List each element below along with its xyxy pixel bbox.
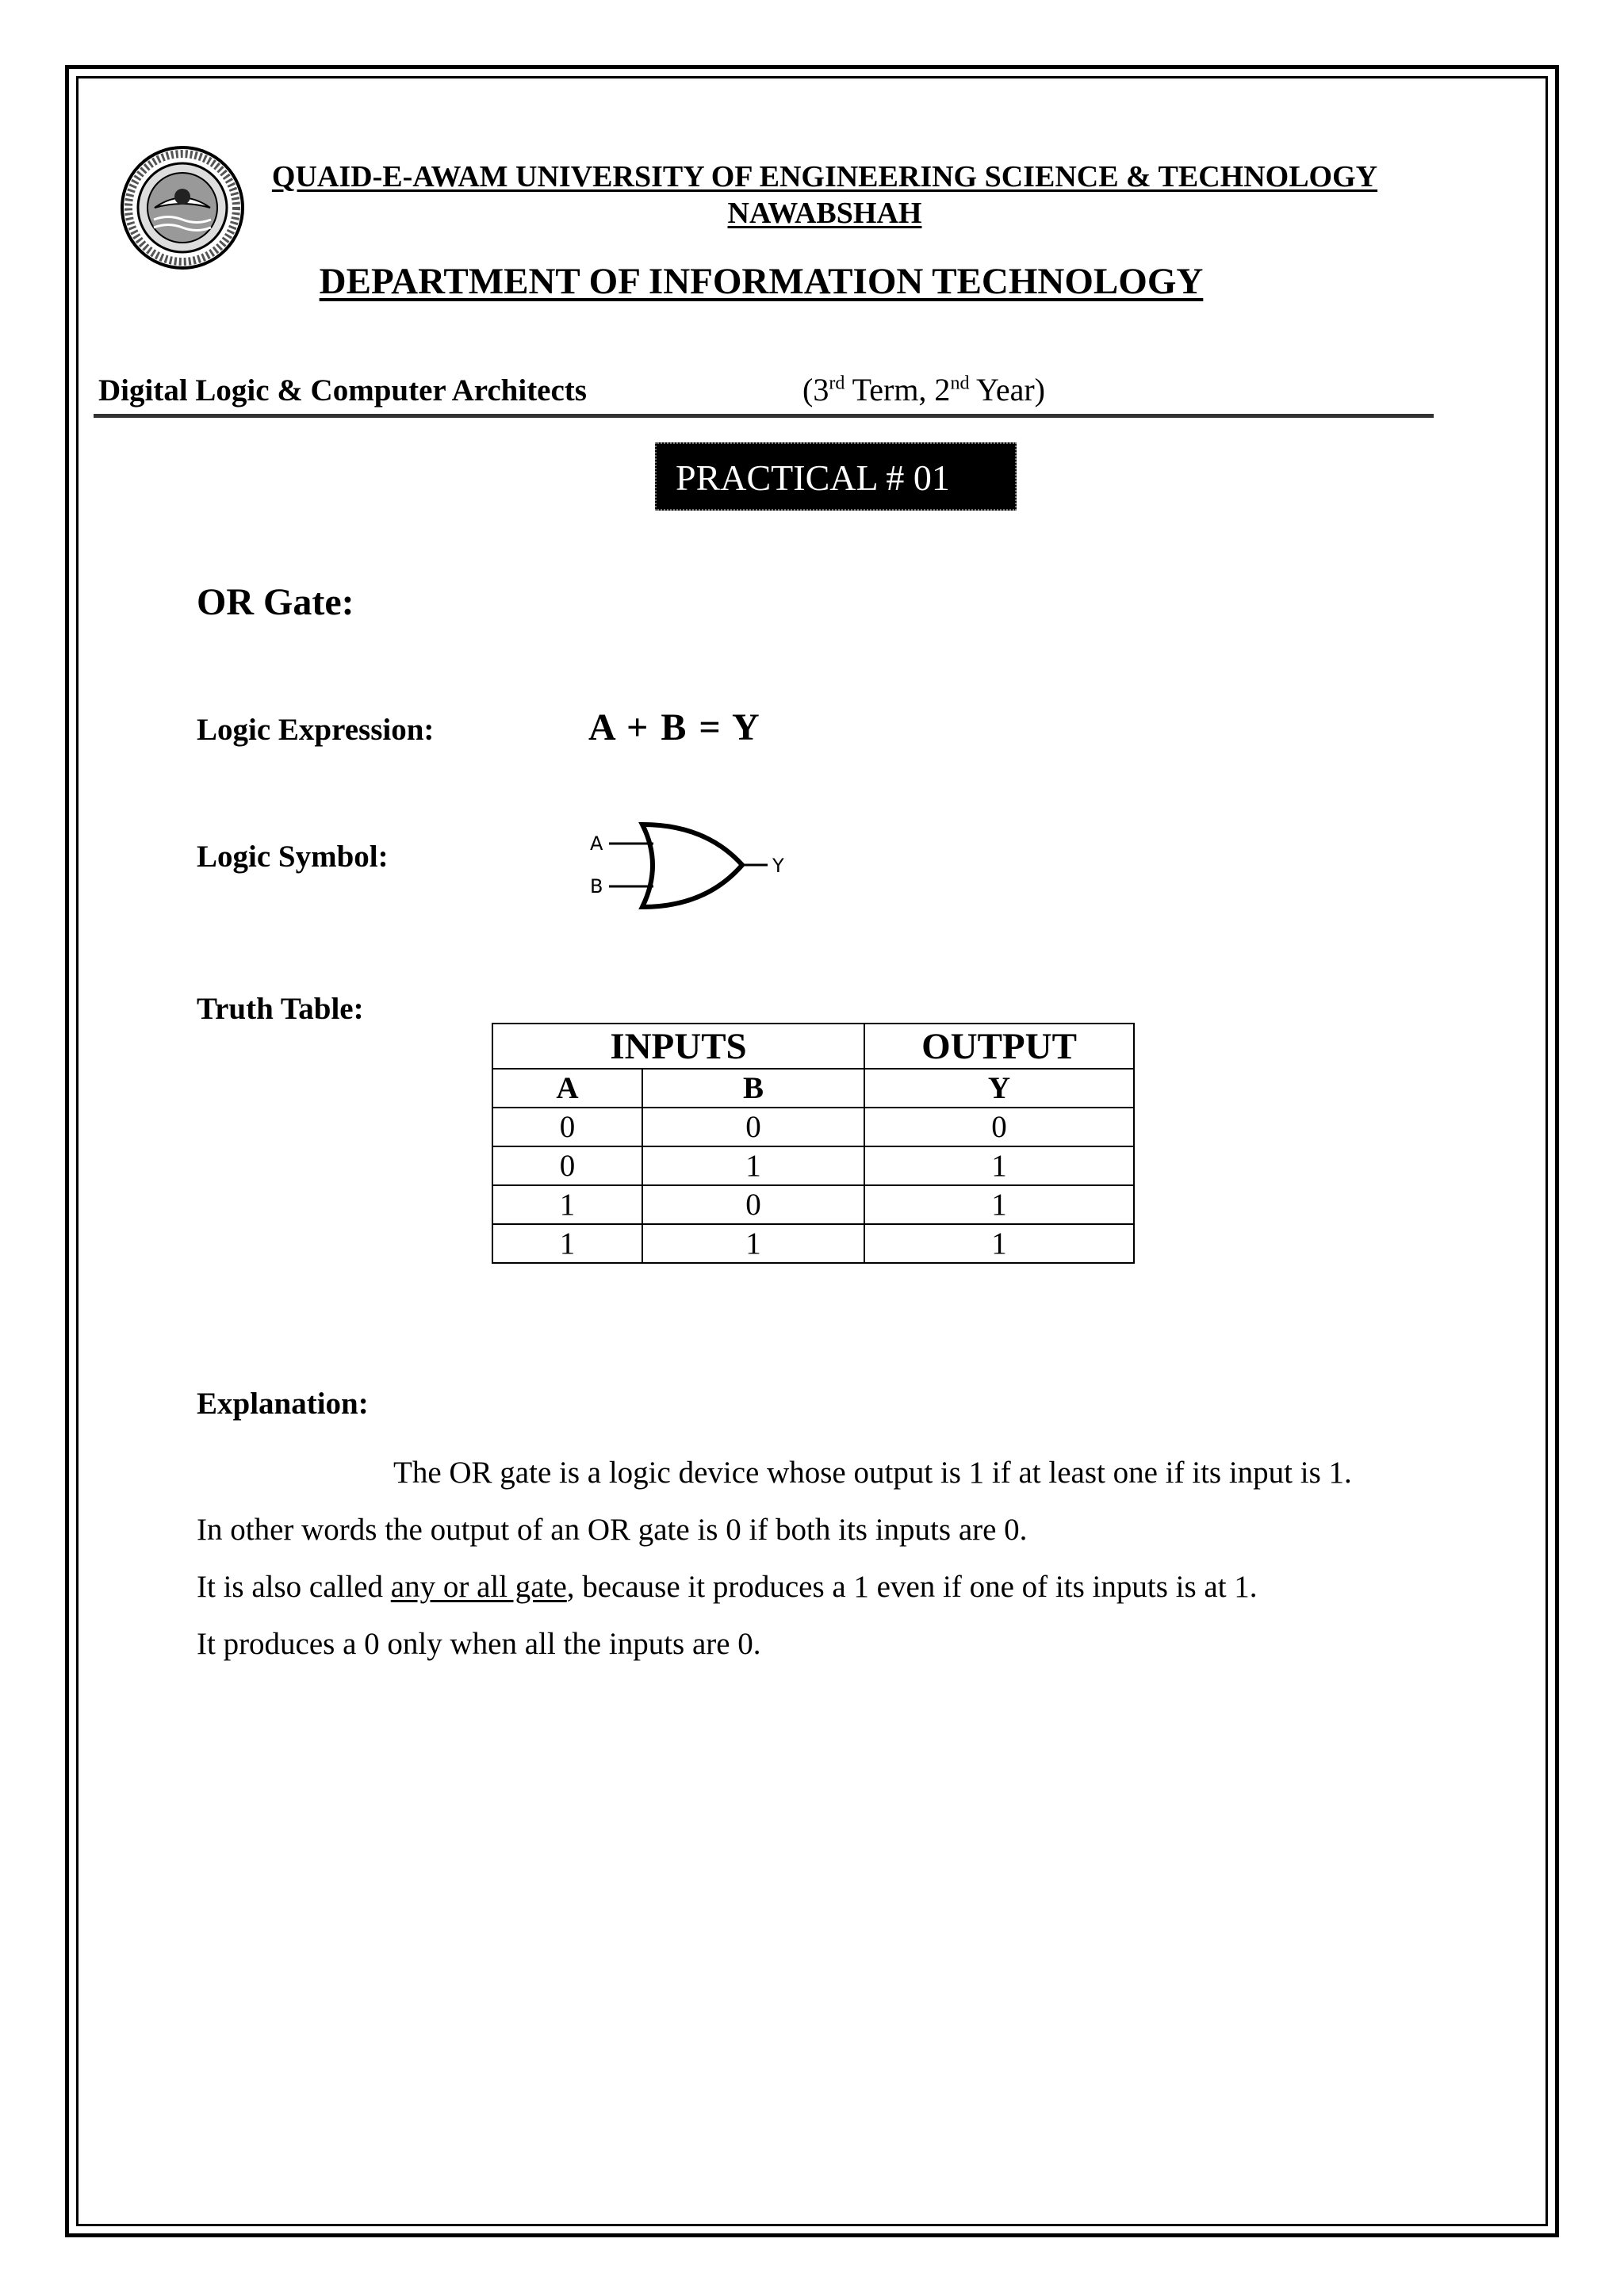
table-cell: 1: [864, 1224, 1134, 1263]
explanation-body: [197, 1445, 1450, 1673]
table-cell: 0: [492, 1108, 642, 1146]
term-open: (3: [802, 372, 829, 408]
logic-expression-value: A + B = Y: [588, 706, 760, 748]
table-cell: 1: [864, 1146, 1134, 1185]
term-close: Year): [969, 372, 1045, 408]
course-name: Digital Logic & Computer Architects: [98, 373, 587, 408]
table-cell: 0: [492, 1146, 642, 1185]
table-row: [492, 1224, 1134, 1263]
explanation-line-4: It produces a 0 only when all the inputs are 0.: [197, 1627, 761, 1661]
explanation-line-3-pre: It is also called: [197, 1570, 391, 1604]
explanation-line-3: [197, 1559, 1450, 1616]
explanation-label: Explanation:: [197, 1387, 369, 1421]
table-cell: 1: [864, 1185, 1134, 1224]
term-sup-1: rd: [829, 373, 845, 394]
table-cell: 0: [864, 1108, 1134, 1146]
practical-label: PRACTICAL # 01: [655, 442, 1017, 511]
inputs-header: INPUTS: [492, 1024, 864, 1069]
gate-input-b: B: [590, 875, 603, 897]
department-title: DEPARTMENT OF INFORMATION TECHNOLOGY: [319, 261, 1204, 302]
table-cell: 1: [642, 1224, 864, 1263]
header-divider: [94, 414, 1434, 418]
or-gate-icon: [587, 817, 793, 918]
table-cell: 1: [492, 1224, 642, 1263]
explanation-line-3-post: , because it produces a 1 even if one of its inputs is at 1.: [566, 1570, 1258, 1604]
gate-input-a: A: [590, 832, 603, 855]
table-row: [492, 1108, 1134, 1146]
university-line-1: QUAID-E-AWAM UNIVERSITY OF ENGINEERING SCIENCE & TECHNOLOGY: [271, 160, 1378, 193]
table-cell: 0: [642, 1185, 864, 1224]
column-header-b: B: [642, 1069, 864, 1108]
table-cell: 1: [642, 1146, 864, 1185]
explanation-line-2: In other words the output of an OR gate is 0 if both its inputs are 0.: [197, 1513, 1028, 1547]
column-header-a: A: [492, 1069, 642, 1108]
table-column-header-row: [492, 1069, 1134, 1108]
table-cell: 1: [492, 1185, 642, 1224]
term-mid: Term, 2: [845, 372, 951, 408]
logic-expression-label: Logic Expression:: [197, 713, 435, 747]
university-name: [254, 159, 1396, 232]
course-term: [802, 371, 1045, 408]
logic-symbol-label: Logic Symbol:: [197, 840, 389, 874]
table-row: [492, 1146, 1134, 1185]
gate-output-y: Y: [772, 855, 784, 877]
column-header-y: Y: [864, 1069, 1134, 1108]
university-line-2: NAWABSHAH: [727, 197, 922, 230]
table-cell: 0: [642, 1108, 864, 1146]
truth-table-label: Truth Table:: [197, 992, 364, 1026]
explanation-line-1: The OR gate is a logic device whose output is 1 if at least one if its input is 1.: [393, 1456, 1352, 1490]
term-sup-2: nd: [950, 373, 970, 394]
output-header: OUTPUT: [864, 1024, 1134, 1069]
truth-table: [492, 1023, 1135, 1264]
explanation-underlined-term: any or all gate: [390, 1570, 567, 1604]
university-seal-icon: [119, 144, 246, 271]
section-title: OR Gate:: [197, 581, 354, 623]
table-group-header-row: [492, 1024, 1134, 1069]
table-row: [492, 1185, 1134, 1224]
